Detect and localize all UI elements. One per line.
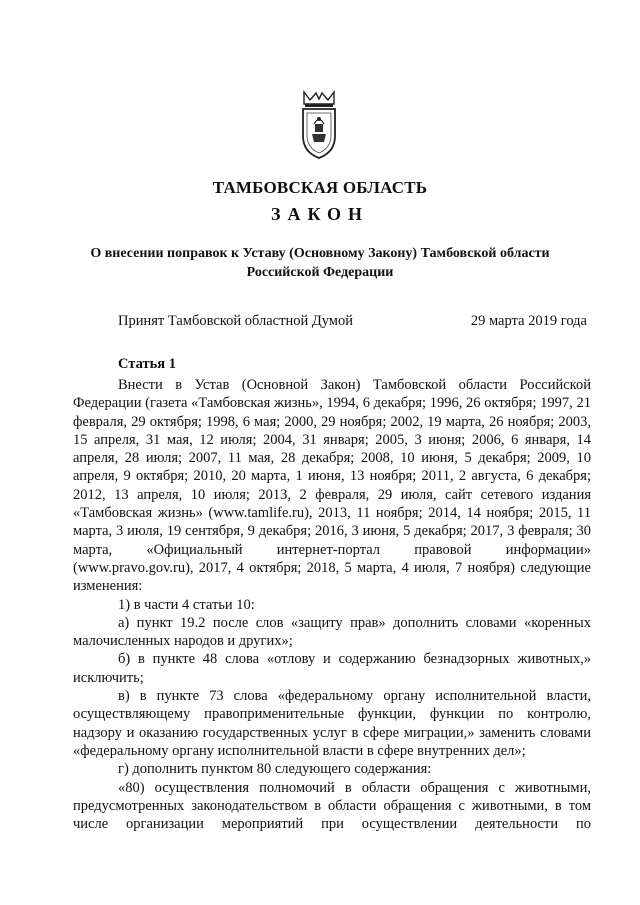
clause-80: «80) осуществления полномочий в области обращения с животными, предусмотренных законодательством в области обращения с животными, в том числе организации мероприятий при осуществлении деятельности по — [73, 779, 591, 833]
article-intro: Внести в Устав (Основной Закон) Тамбовской области Российской Федерации (газета «Тамбовская жизнь», 1994, 6 декабря; 1996, 26 октября; 1997, 21 февраля, 29 октября; 1998, 6 мая; 2000, 29 ноября; 2002, 19 марта, 26 ноября; 2003, 15 апреля, 31 мая, 12 июля; 2004, 31 января; 2005, 3 июня; 2006, 6 января, 14 апреля, 28 июля; 2007, 11 мая, 28 декабря; 2008, 10 июня, 5 декабря; 2009, 10 апреля, 9 октября; 2010, 20 марта, 1 июня, 13 ноября; 2011, 2 августа, 6 декабря; 2012, 13 апреля, 10 июля; 2013, 2 февраля, 29 июля, сайт сетевого издания «Тамбовская жизнь» (www.tamlife.ru), 2013, 11 ноября; 2014, 14 ноября; 2015, 11 марта, 3 июля, 19 сентября, 9 декабря; 2016, 3 июня, 5 декабря; 2017, 3 февраля; 30 марта, «Официальный интернет-портал правовой информации» (www.pravo.gov.ru), 2017, 4 октября; 2018, 5 марта, 4 июля, 7 ноября) следующие изменения: — [73, 377, 591, 595]
article-title: Статья 1 — [118, 356, 176, 372]
clause-a: а) пункт 19.2 после слов «защиту прав» дополнить словами «коренных малочисленных народов и других»; — [73, 614, 591, 650]
subject-line-2: Российской Федерации — [246, 265, 394, 280]
clause-b: б) в пункте 48 слова «отлову и содержанию безнадзорных животных,» исключить; — [73, 651, 591, 686]
clause-v: в) в пункте 73 слова «федеральному органу исполнительной власти, осуществляющему правоприменительные функции, функции по контролю, надзору и оказанию государственных услуг в сфере миграции,» заменить словами «федеральному органу исполнительной власти в сфере внутренних дел»; — [73, 688, 591, 759]
subject-line-1: О внесении поправок к Уставу (Основному Закону) Тамбовской области — [90, 246, 550, 261]
coat-of-arms-icon — [296, 90, 342, 160]
region-title: ТАМБОВСКАЯ ОБЛАСТЬ — [212, 178, 428, 197]
clause-g: г) дополнить пунктом 80 следующего содержания: — [118, 761, 432, 778]
article-body — [73, 376, 591, 833]
adoption-date: 29 марта 2019 года — [470, 313, 587, 329]
document-type: ЗАКОН — [270, 204, 370, 224]
clause-1: 1) в части 4 статьи 10: — [118, 596, 255, 613]
law-subject — [70, 244, 570, 282]
adopted-by: Принят Тамбовской областной Думой — [118, 313, 353, 329]
